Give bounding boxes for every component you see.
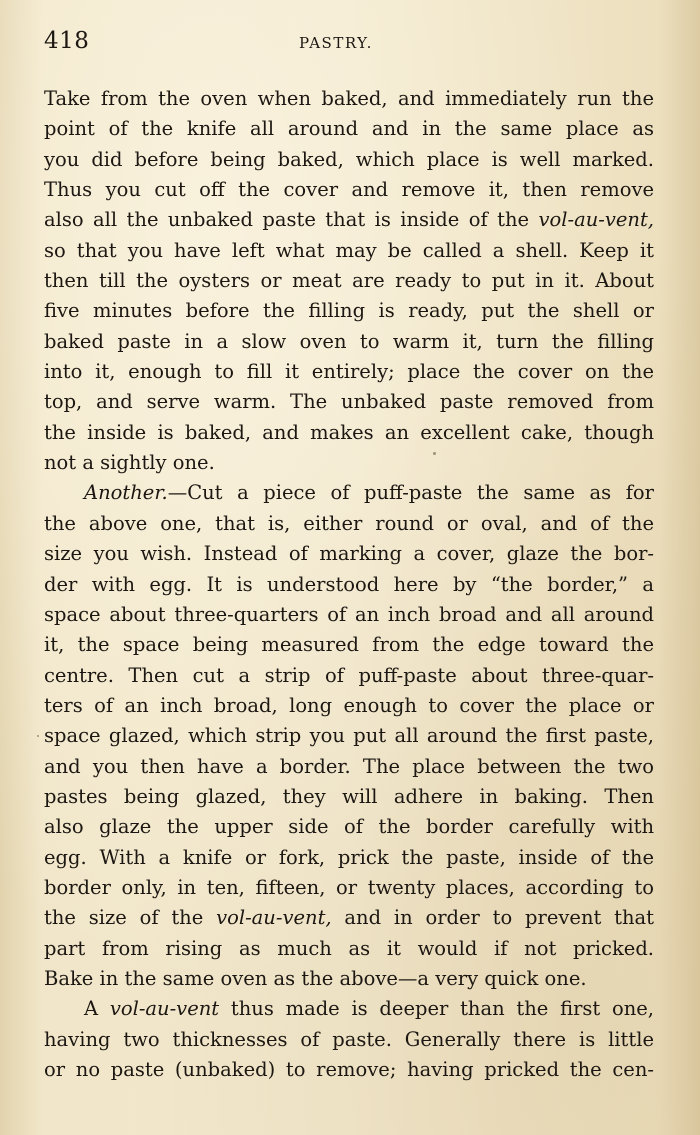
running-head	[44, 28, 656, 62]
italic-term: vol-au-vent	[109, 997, 220, 1021]
text-line	[44, 570, 654, 600]
text-line	[44, 630, 654, 660]
text-run: Bake in the same oven as the above—a very quick one.	[44, 966, 587, 990]
text-run: ters of an inch broad, long enough to cover the place or	[44, 693, 654, 717]
text-run: the above one, that is, either round or oval, and of the	[44, 511, 654, 535]
text-run: into it, enough to fill it entirely; place the cover on the	[44, 360, 654, 384]
text-run: Thus you cut off the cover and remove it, then remove	[44, 178, 654, 202]
text-line	[44, 296, 654, 326]
text-run: border only, in ten, fifteen, or twenty places, according to	[44, 875, 654, 899]
text-run: size you wish. Instead of marking a cover, glaze the bor-	[44, 542, 654, 566]
text-run: pastes being glazed, they will adhere in baking. Then	[44, 784, 654, 808]
text-line	[44, 873, 654, 903]
text-run: point of the knife all around and in the same place as	[44, 117, 654, 141]
text-line	[44, 661, 654, 691]
text-line	[44, 843, 654, 873]
text-run: and in order to prevent that	[331, 906, 654, 930]
text-run: five minutes before the filling is ready, put the shell or	[44, 299, 654, 323]
text-run: having two thicknesses of paste. Generally there is little	[44, 1027, 654, 1051]
text-line	[44, 994, 654, 1024]
text-run: A	[84, 997, 110, 1021]
text-line	[44, 1055, 654, 1085]
text-line	[44, 721, 654, 751]
text-line	[44, 236, 654, 266]
text-line	[44, 812, 654, 842]
text-run: the inside is baked, and makes an excellent cake, though	[44, 420, 654, 444]
text-line	[44, 539, 654, 569]
italic-term: Another.	[84, 481, 168, 505]
text-line	[44, 114, 654, 144]
text-run: baked paste in a slow oven to warm it, turn the filling	[44, 329, 654, 353]
text-line	[44, 448, 654, 478]
running-title: PASTRY.	[299, 34, 373, 52]
text-run: top, and serve warm. The unbaked paste removed from	[44, 390, 654, 414]
text-run: centre. Then cut a strip of puff-paste about three-quar-	[44, 663, 654, 687]
page-number: 418	[44, 28, 90, 54]
text-line	[44, 175, 654, 205]
text-line	[44, 934, 654, 964]
paper-speck	[37, 735, 39, 737]
text-line	[44, 357, 654, 387]
text-line	[44, 691, 654, 721]
text-run: thus made is deeper than the first one,	[219, 997, 655, 1021]
text-line	[44, 782, 654, 812]
text-run: also all the unbaked paste that is inside of the	[44, 208, 539, 232]
text-line	[44, 387, 654, 417]
text-run: also glaze the upper side of the border carefully with	[44, 815, 654, 839]
italic-term: vol-au-vent,	[216, 906, 332, 930]
text-line	[44, 478, 654, 508]
text-run: then till the oysters or meat are ready to put in it. About	[44, 269, 654, 293]
text-line	[44, 266, 654, 296]
text-line	[44, 327, 654, 357]
text-line	[44, 418, 654, 448]
text-run: it, the space being measured from the edge toward the	[44, 633, 654, 657]
text-run: der with egg. It is understood here by “the border,” a	[44, 572, 654, 596]
text-run: the size of the	[44, 906, 217, 930]
text-line	[44, 145, 654, 175]
text-run: or no paste (unbaked) to remove; having pricked the cen-	[44, 1058, 654, 1081]
body-text	[44, 84, 654, 1085]
text-run: egg. With a knife or fork, prick the paste, inside of the	[44, 845, 654, 869]
text-run: Take from the oven when baked, and immediately run the	[44, 87, 654, 110]
text-run: and you then have a border. The place between the two	[44, 754, 654, 778]
text-line	[44, 205, 654, 235]
text-line	[44, 600, 654, 630]
text-line	[44, 964, 654, 994]
text-run: space glazed, which strip you put all around the first paste,	[44, 724, 654, 748]
text-line	[44, 1025, 654, 1055]
text-line	[44, 509, 654, 539]
text-run: part from rising as much as it would if not pricked.	[44, 936, 654, 960]
text-run: you did before being baked, which place is well marked.	[44, 147, 654, 171]
text-run: —Cut a piece of puff-paste the same as for	[167, 481, 654, 505]
text-run: space about three-quarters of an inch broad and all around	[44, 602, 654, 626]
text-run: so that you have left what may be called a shell. Keep it	[44, 238, 654, 262]
italic-term: vol-au-vent,	[538, 208, 654, 232]
text-line	[44, 903, 654, 933]
text-run: not a sightly one.	[44, 451, 215, 475]
paper-speck	[433, 452, 436, 455]
text-line	[44, 84, 654, 114]
text-line	[44, 752, 654, 782]
